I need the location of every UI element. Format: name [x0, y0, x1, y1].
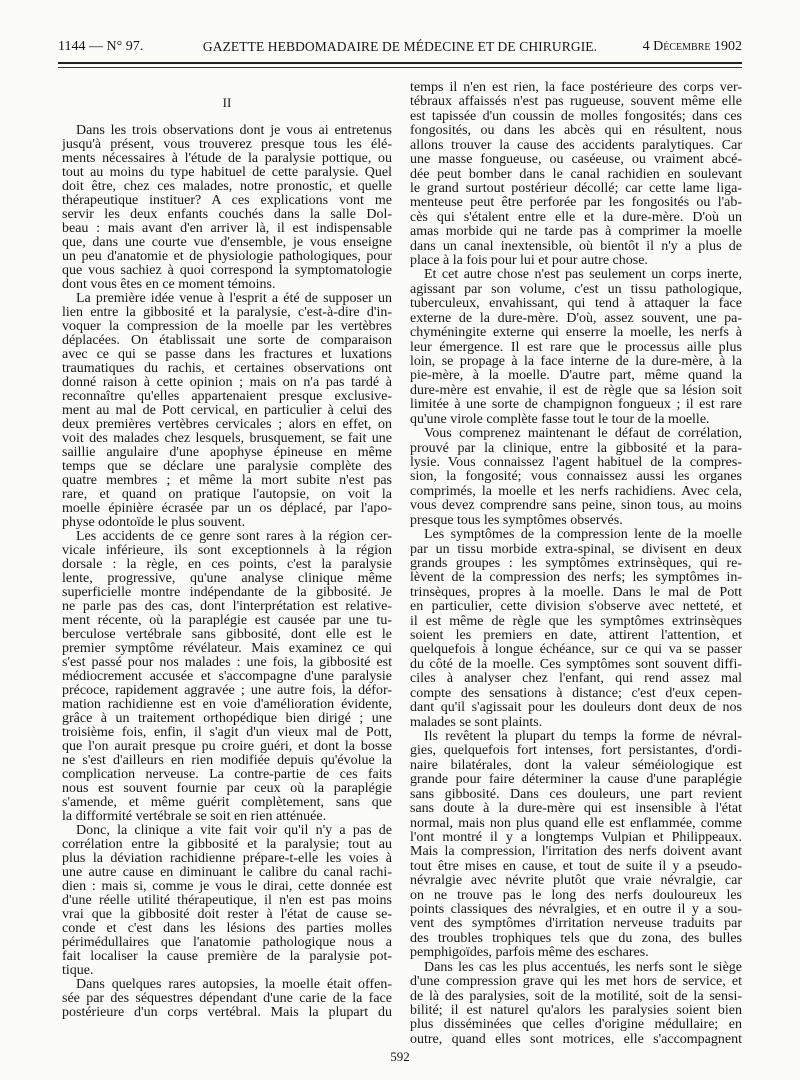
text-line: d'une réelle utilité thérapeutique, il n'en est pas moins — [62, 893, 392, 908]
text-line: loin, se propage à la face interne de la dure-mère, à la — [410, 354, 742, 370]
text-line: comprimés, la moelle et les nerfs rachidiens. Avec cela, — [410, 483, 742, 499]
text-line: qu'une virole complète fasse tout le tour de la moelle. — [410, 411, 710, 427]
text-line: de là des paralysies, soit de la motilité, soit de la sensi- — [410, 988, 742, 1004]
text-line: premier symptôme révélateur. Mais examinez ce qui — [62, 641, 392, 656]
text-line: limitée à une sorte de champignon fongueux ; il est rare — [410, 397, 742, 413]
text-line: dont vous êtes en ce moment témoins. — [62, 277, 276, 292]
text-line: vrai que la gibbosité doit rester à l'état de cause se- — [62, 907, 392, 922]
text-line: thérapeutique instituer? A ces explications vont me — [62, 193, 392, 208]
text-line: conde et c'est dans les lésions des parties molles — [62, 921, 392, 936]
text-line: voit des malades chez lesquels, brusquement, se fait une — [62, 431, 392, 446]
text-line: traumatiques du rachis, et certaines observations ont — [62, 361, 392, 376]
text-line: temps il n'en est rien, la face postérieure des corps ver- — [410, 80, 742, 95]
text-line: par un tissu morbide extra-spinal, se divisent en deux — [410, 541, 742, 557]
text-line: Les symptômes de la compression lente de la moelle — [424, 527, 742, 543]
text-line: dien : mais si, comme je vous le dirai, cette donnée est — [62, 879, 392, 894]
text-line: sée par des séquestres dépendant d'une carie de la face — [62, 991, 392, 1006]
text-line: quatre membres ; et même la mort subite n'est pas — [62, 473, 392, 488]
text-line: sion, la fongosité; vous connaissez aussi les organes — [410, 469, 742, 485]
text-line: physe odontoïde le plus souvent. — [62, 515, 246, 530]
text-line: médiocrement accusée et s'accompagne d'une paralysie — [62, 669, 392, 684]
text-line: tout être mises en cause, et tout de suite il y a pseudo- — [410, 858, 742, 874]
paragraph — [62, 292, 392, 530]
text-line: lente, progressive, qu'une analyse clinique même — [62, 571, 392, 586]
text-line: le grand surtout postérieur décollé; car cette lame liga- — [410, 180, 742, 196]
text-line: beau : mais avant d'en arriver là, il est indispensable — [62, 221, 392, 236]
journal-title: GAZETTE HEBDOMADAIRE DE MÉDECINE ET DE CHIRURGIE. — [202, 39, 598, 54]
text-line: que l'on aurait presque pu croire guéri, et dont la bosse — [62, 739, 392, 754]
header-rule — [58, 62, 742, 68]
text-line: du côté de la moelle. Ces symptômes sont souvent diffi- — [410, 656, 742, 672]
text-line: voquer la compression de la moelle par les vertèbres — [62, 319, 392, 334]
right-column — [410, 81, 742, 1047]
page-reference: 1144 — N° 97. — [58, 39, 144, 54]
text-line: d'une compression grave qui les met hors de service, et — [410, 974, 742, 990]
text-line: ment au mal de Pott cervical, en particulier à celui des — [62, 403, 392, 418]
issue-date: 4 Décembre 1902 — [642, 39, 742, 54]
text-line: est tapissée d'un coussin de molles fongosités; dans ces — [410, 108, 742, 124]
page-number: 592 — [390, 1049, 410, 1064]
text-line: soient les premiers en date, attirent l'attention, et — [410, 628, 742, 644]
text-line: plus disséminées que celles d'origine médullaire; en — [410, 1017, 742, 1033]
text-line: ments nécessaires à l'étude de la paralysie pottique, ou — [62, 151, 392, 166]
text-line: Ils revêtent la plupart du temps la forme de névral- — [424, 728, 742, 744]
text-line: externe de la dure-mère. D'où, assez souvent, une pa- — [410, 310, 742, 326]
text-line: agissant par son volume, c'est un tissu pathologique, — [410, 281, 742, 297]
text-line: berculose vertébrale sans gibbosité, dont elle est le — [62, 627, 392, 642]
text-line: quelquefois à longue échéance, sur ce qui va se passer — [410, 642, 742, 658]
text-line: ciles à analyser chez l'enfant, qui rend assez mal — [410, 671, 742, 687]
text-line: gies, quelquefois fort intenses, fort persistantes, d'ordi- — [410, 743, 742, 759]
text-line: Mais la compression, l'irritation des nerfs doivent avant — [410, 844, 742, 860]
text-line: des troubles trophiques tels que du zona, des bulles — [410, 930, 742, 946]
text-line: trinsèques, propres à la moelle. Dans le mal de Pott — [410, 584, 742, 600]
text-line: saillie angulaire d'une apophyse épineuse en même — [62, 445, 392, 460]
text-line: place à la fois pour lui et pour autre chose. — [410, 253, 648, 269]
text-line: ne s'est d'ailleurs en rien modifiée depuis qu'évolue la — [62, 753, 392, 768]
text-line: plus la déviation rachidienne prépare-t-elle les voies à — [62, 851, 392, 866]
text-line: grands groupes : les symptômes extrinsèques, qui re- — [410, 555, 742, 571]
text-line: une masse fongueuse, ou caséeuse, ou vraiment abcé- — [410, 152, 742, 168]
text-line: dée peut bomber dans le canal rachidien en soulevant — [410, 166, 742, 182]
text-line: grande pour faire déterminer la cause d'une paraplégie — [410, 772, 742, 788]
text-line: vous devez comprendre sans peine, sinon tous, au moins — [410, 498, 742, 514]
text-line: compte des sensations à distance; c'est d'eux cepen- — [410, 685, 742, 701]
text-line: fongosités, ou dans les abcès qui en résultent, nous — [410, 123, 742, 139]
text-line: s'est passé pour nos malades : une fois, la gibbosité est — [62, 655, 392, 670]
text-line: tébraux affaissés n'est pas rugueuse, souvent même elle — [410, 94, 742, 110]
text-line: fait localiser la cause première de la paralysie pot- — [62, 949, 392, 964]
text-line: reconnaître qu'elles appartenaient presque exclusive- — [62, 389, 392, 404]
text-line: avec ce qui se passe dans les fractures et luxations — [62, 347, 392, 362]
text-line: menteuse peut être perforée par les fongosités ou l'ab- — [410, 195, 742, 211]
text-line: corrélation entre la gibbosité et la paralysie; tout au — [62, 837, 392, 852]
paragraph — [62, 978, 392, 1020]
paragraph — [410, 528, 742, 730]
text-line: sans gibbosité. Dans ces douleurs, une part revient — [410, 786, 742, 802]
text-line: moelle épinière écrasée par un os déplacé, par l'apo- — [62, 501, 392, 516]
text-line: grâce à un traitement orthopédique bien dirigé ; une — [62, 711, 392, 726]
text-line: vicale inférieure, ils sont exceptionnels à la région — [62, 543, 392, 558]
text-line: chyméningite externe qui enserre la moelle, les nerfs à — [410, 325, 742, 341]
text-line: lien entre la gibbosité et la paralysie, c'est-à-dire d'in- — [62, 305, 392, 320]
text-line: tique. — [62, 963, 94, 978]
text-line: lèvent de la compression des nerfs; les symptômes in- — [410, 570, 742, 586]
text-line: déplacées. On établissait une sorte de comparaison — [62, 333, 392, 348]
paragraph — [410, 427, 742, 528]
section-heading: II — [222, 95, 232, 110]
text-line: amas morbide qui ne tarde pas à comprimer la moelle — [410, 224, 742, 240]
text-line: pemphigoïdes, parfois même des eschares. — [410, 945, 649, 961]
text-line: deux premières vertèbres cervicales ; alors en effet, on — [62, 417, 392, 432]
text-line: tout au moins du type habituel de cette paralysie. Quel — [62, 165, 392, 180]
paragraph — [62, 530, 392, 824]
text-line: Vous comprenez maintenant le défaut de corrélation, — [424, 426, 742, 442]
text-line: complication nerveuse. La contre-partie de ces faits — [62, 767, 392, 782]
text-line: normal, mais non plus quand elle est enflammée, comme — [410, 815, 742, 831]
text-line: que, dans une courte vue d'ensemble, je vous enseigne — [62, 235, 392, 250]
paragraph — [410, 730, 742, 961]
text-line: dure-mère est envahie, il est de règle que sa lésion soit — [410, 382, 742, 398]
text-line: en particulier, cette division s'observe avec netteté, et — [410, 599, 742, 615]
text-line: outre, quand elles sont motrices, elle s'accompagnent — [410, 1031, 742, 1047]
text-line: lysie. Vous connaissez l'agent habituel de la compres- — [410, 454, 742, 470]
text-line: Et cet autre chose n'est pas seulement un corps inerte, — [424, 267, 742, 283]
text-line: La première idée venue à l'esprit a été de supposer un — [76, 291, 392, 306]
text-line: que vous sachiez à quoi correspond la symptomatologie — [62, 263, 392, 278]
text-line: prouvé par la clinique, entre la gibbosité et la para- — [410, 440, 742, 456]
text-line: la difformité vertébrale se soit en rien atténuée. — [62, 809, 327, 824]
text-line: un peu d'anatomie et de physiologie pathologiques, pour — [62, 249, 392, 264]
text-line: une autre cause en diminuant le calibre du canal rachi- — [62, 865, 392, 880]
text-line: superficielle montre indépendante de la gibbosité. Je — [62, 585, 392, 600]
text-line: précoce, rapidement aggravée ; une autre fois, la défor- — [62, 683, 392, 698]
text-line: on ne trouve pas le long des nerfs douloureux les — [410, 887, 742, 903]
text-line: donné raison à cette opinion ; mais on n'a pas tardé à — [62, 375, 392, 390]
text-line: bilité; il est naturel qu'alors les paralysies soient bien — [410, 1003, 742, 1018]
text-line: l'ont montré il y a longtemps Vulpian et Philippeaux. — [410, 829, 742, 845]
text-line: vent des symptômes d'irritation nerveuse traduits par — [410, 916, 742, 932]
text-line: rare, et quand on pratique l'autopsie, on voit la — [62, 487, 392, 502]
paragraph — [410, 268, 742, 427]
text-line: il est même de règle que les symptômes extrinsèques — [410, 613, 742, 629]
text-line: Dans les trois observations dont je vous ai entretenus — [76, 123, 392, 138]
text-line: ment récente, où la paraplégie est causée par une tu- — [62, 613, 392, 628]
text-line: ne parle pas des cas, dont l'interprétation est relative- — [62, 599, 392, 614]
text-line: Dans les cas les plus accentués, les nerfs sont le siège — [424, 959, 742, 975]
paragraph — [62, 824, 392, 978]
text-line: dans un canal inextensible, où bientôt il n'y a plus de — [410, 238, 742, 254]
text-line: doit être, chez ces malades, notre pronostic, et quelle — [62, 179, 392, 194]
text-line: sans doute à la dure-mère qui est insensible à l'état — [410, 801, 742, 817]
paragraph — [410, 961, 742, 1048]
text-line: points classiques des névralgies, et en outre il y a sou- — [410, 902, 742, 918]
text-line: mation rachidienne est en voie d'amélioration évidente, — [62, 697, 392, 712]
text-line: leur émergence. Il est rare que le processus aille plus — [410, 339, 742, 355]
text-line: servir les deux enfants couchés dans la salle Dol- — [62, 207, 392, 222]
text-line: pie-mère, à la moelle. D'autre part, même quand la — [410, 368, 742, 384]
text-line: allons trouver la cause des accidents paralytiques. Car — [410, 137, 742, 153]
text-line: périmédullaires que l'anatomie pathologique nous a — [62, 935, 392, 950]
text-line: postérieure d'un corps vertébral. Mais la plupart du — [62, 1005, 392, 1020]
text-line: troisième fois, enfin, il s'agit d'un vieux mal de Pott, — [62, 725, 392, 740]
text-line: névralgie avec névrite plutôt que vraie névralgie, car — [410, 873, 742, 889]
text-line: naire bilatérales, dont la valeur séméiologique est — [410, 757, 742, 773]
text-line: Les accidents de ce genre sont rares à la région cer- — [76, 529, 392, 544]
text-line: temps que se déclare une paralysie complète des — [62, 459, 392, 474]
text-line: jusqu'à présent, vous trouverez presque tous les élé- — [62, 137, 392, 152]
text-line: dant qu'il s'agissait pour les douleurs dont deux de nos — [410, 700, 742, 716]
paragraph — [62, 124, 392, 292]
text-line: Donc, la clinique a vite fait voir qu'il n'y a pas de — [76, 823, 392, 838]
text-line: s'amende, et même guérit complètement, sans que — [62, 795, 392, 810]
text-line: Dans quelques rares autopsies, la moelle était offen- — [76, 977, 392, 992]
paragraph — [410, 81, 742, 268]
text-line: cès qui s'étalent entre elle et la dure-mère. D'où un — [410, 209, 742, 225]
text-line: malades se sont plaints. — [410, 714, 543, 730]
text-line: dorsale : la règle, en ces points, c'est la paralysie — [62, 557, 392, 572]
text-line: tuberculeux, envahissant, qui tend à attaquer la face — [410, 296, 742, 312]
text-line: nous est souvent fournie par ceux où la paraplégie — [62, 781, 392, 796]
text-line: presque tous les symptômes observés. — [410, 512, 623, 528]
left-column — [62, 124, 392, 1020]
